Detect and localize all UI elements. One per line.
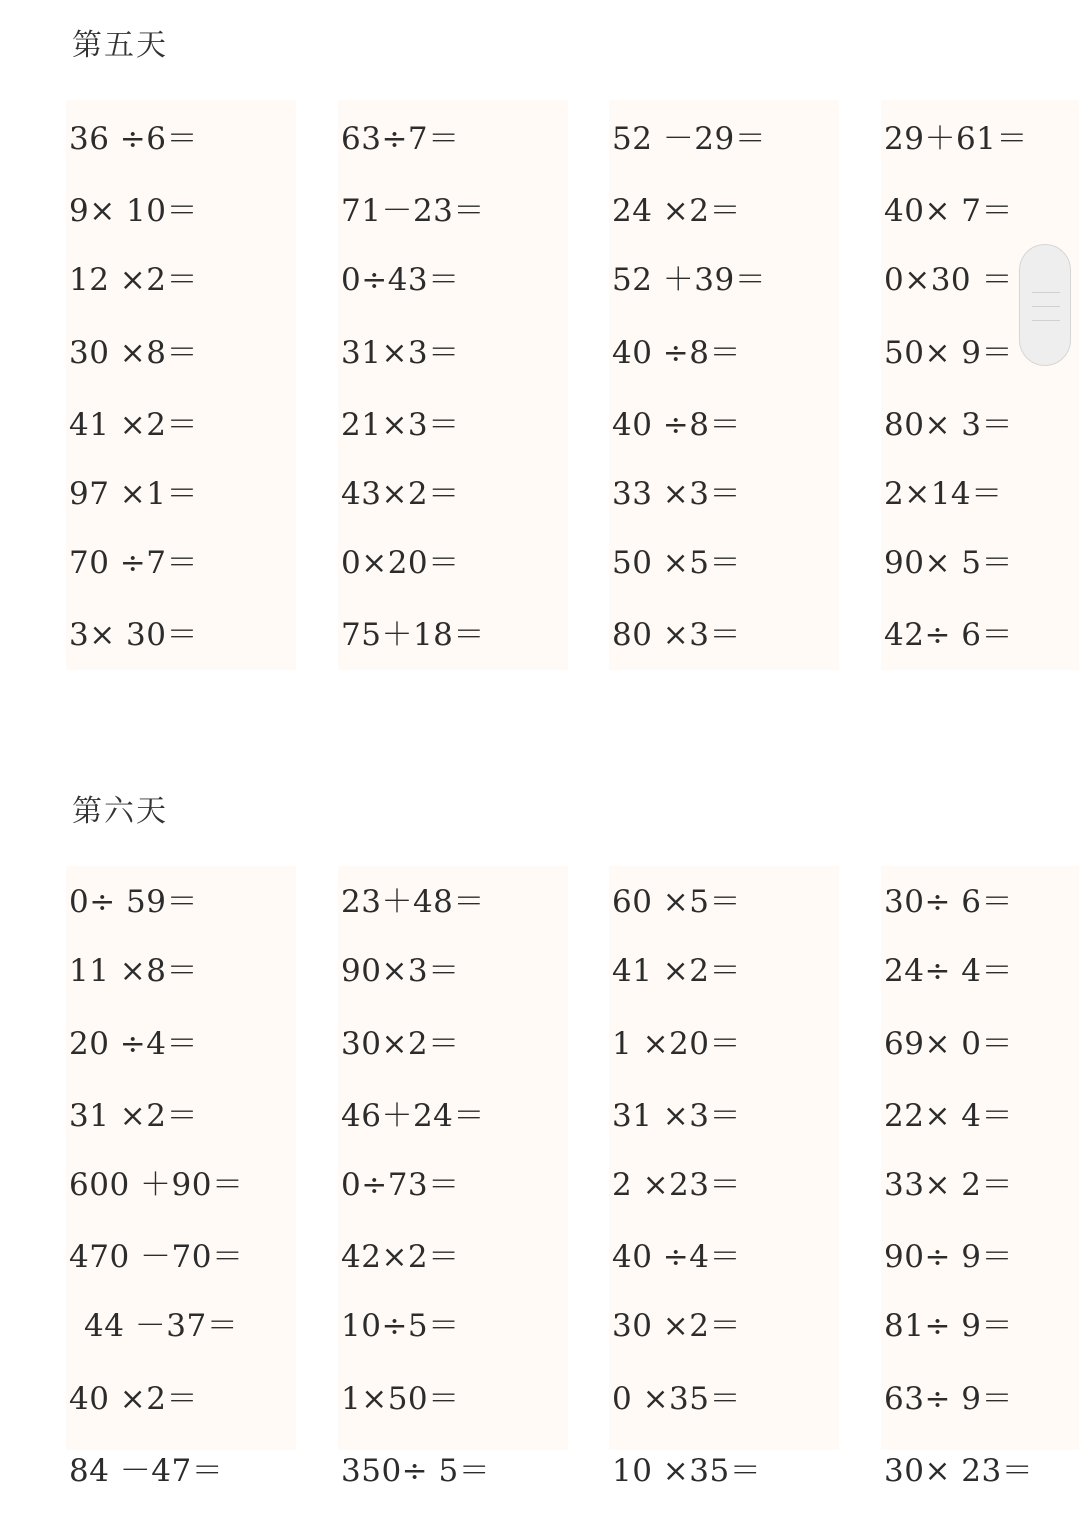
equation: 90÷ 9＝ bbox=[884, 1239, 1013, 1275]
equation: 0×20＝ bbox=[341, 545, 460, 581]
equation: 30 ×2＝ bbox=[612, 1308, 741, 1344]
equation: 40× 7＝ bbox=[884, 193, 1013, 229]
equation: 50 ×5＝ bbox=[612, 545, 741, 581]
equation: 46＋24＝ bbox=[341, 1098, 485, 1134]
day5-column-4 bbox=[881, 100, 1079, 670]
equation: 36 ÷6＝ bbox=[69, 121, 198, 157]
equation: 41 ×2＝ bbox=[612, 953, 741, 989]
day5-column-2 bbox=[338, 100, 568, 670]
equation: 90× 5＝ bbox=[884, 545, 1013, 581]
equation: 33× 2＝ bbox=[884, 1167, 1013, 1203]
equation: 44 －37＝ bbox=[84, 1308, 239, 1344]
equation: 24 ×2＝ bbox=[612, 193, 741, 229]
scrollbar-grip-line bbox=[1032, 292, 1060, 293]
equation: 30÷ 6＝ bbox=[884, 884, 1013, 920]
equation: 9× 10＝ bbox=[69, 193, 198, 229]
equation: 40 ×2＝ bbox=[69, 1381, 198, 1417]
equation: 75＋18＝ bbox=[341, 617, 485, 653]
equation: 30 ×8＝ bbox=[69, 335, 198, 371]
equation: 0÷ 59＝ bbox=[69, 884, 198, 920]
equation: 40 ÷8＝ bbox=[612, 335, 741, 371]
equation: 30× 23＝ bbox=[884, 1453, 1034, 1489]
equation: 2×14＝ bbox=[884, 476, 1003, 512]
equation: 2 ×23＝ bbox=[612, 1167, 741, 1203]
day6-column-4 bbox=[881, 866, 1079, 1489]
day6-column-2 bbox=[338, 866, 568, 1489]
equation: 22× 4＝ bbox=[884, 1098, 1013, 1134]
equation: 33 ×3＝ bbox=[612, 476, 741, 512]
equation: 97 ×1＝ bbox=[69, 476, 198, 512]
day5-column-1 bbox=[66, 100, 296, 670]
scrollbar-thumb[interactable] bbox=[1019, 244, 1071, 366]
equation: 11 ×8＝ bbox=[69, 953, 198, 989]
equation: 41 ×2＝ bbox=[69, 407, 198, 443]
scrollbar-grip-line bbox=[1032, 306, 1060, 307]
equation: 23＋48＝ bbox=[341, 884, 485, 920]
equation: 12 ×2＝ bbox=[69, 262, 198, 298]
equation: 40 ÷8＝ bbox=[612, 407, 741, 443]
equation: 31×3＝ bbox=[341, 335, 460, 371]
equation: 21×3＝ bbox=[341, 407, 460, 443]
equation: 0×30 ＝ bbox=[884, 262, 1013, 298]
equation: 29＋61＝ bbox=[884, 121, 1028, 157]
equation: 0÷43＝ bbox=[341, 262, 460, 298]
equation: 71－23＝ bbox=[341, 193, 485, 229]
equation: 90×3＝ bbox=[341, 953, 460, 989]
equation: 70 ÷7＝ bbox=[69, 545, 198, 581]
day6-column-3 bbox=[609, 866, 839, 1489]
equation: 0 ×35＝ bbox=[612, 1381, 741, 1417]
section-title-day5: 第五天 bbox=[72, 28, 168, 63]
equation: 10÷5＝ bbox=[341, 1308, 460, 1344]
day5-column-3 bbox=[609, 100, 839, 670]
equation: 24÷ 4＝ bbox=[884, 953, 1013, 989]
equation: 52 －29＝ bbox=[612, 121, 767, 157]
equation: 52 ＋39＝ bbox=[612, 262, 767, 298]
equation: 1×50＝ bbox=[341, 1381, 460, 1417]
equation: 43×2＝ bbox=[341, 476, 460, 512]
equation: 81÷ 9＝ bbox=[884, 1308, 1013, 1344]
equation: 31 ×3＝ bbox=[612, 1098, 741, 1134]
equation: 0÷73＝ bbox=[341, 1167, 460, 1203]
equation: 42÷ 6＝ bbox=[884, 617, 1013, 653]
equation: 60 ×5＝ bbox=[612, 884, 741, 920]
equation: 470 －70＝ bbox=[69, 1239, 244, 1275]
equation: 10 ×35＝ bbox=[612, 1453, 762, 1489]
equation: 80 ×3＝ bbox=[612, 617, 741, 653]
equation: 3× 30＝ bbox=[69, 617, 198, 653]
day6-column-1 bbox=[66, 866, 296, 1489]
equation: 600 ＋90＝ bbox=[69, 1167, 244, 1203]
equation: 1 ×20＝ bbox=[612, 1026, 741, 1062]
equation: 20 ÷4＝ bbox=[69, 1026, 198, 1062]
equation: 69× 0＝ bbox=[884, 1026, 1013, 1062]
scrollbar-grip-line bbox=[1032, 320, 1060, 321]
equation: 80× 3＝ bbox=[884, 407, 1013, 443]
equation: 63÷ 9＝ bbox=[884, 1381, 1013, 1417]
equation: 84 －47＝ bbox=[69, 1453, 224, 1489]
equation: 31 ×2＝ bbox=[69, 1098, 198, 1134]
equation: 30×2＝ bbox=[341, 1026, 460, 1062]
equation: 350÷ 5＝ bbox=[341, 1453, 491, 1489]
equation: 42×2＝ bbox=[341, 1239, 460, 1275]
equation: 63÷7＝ bbox=[341, 121, 460, 157]
section-title-day6: 第六天 bbox=[72, 794, 168, 829]
equation: 50× 9＝ bbox=[884, 335, 1013, 371]
equation: 40 ÷4＝ bbox=[612, 1239, 741, 1275]
